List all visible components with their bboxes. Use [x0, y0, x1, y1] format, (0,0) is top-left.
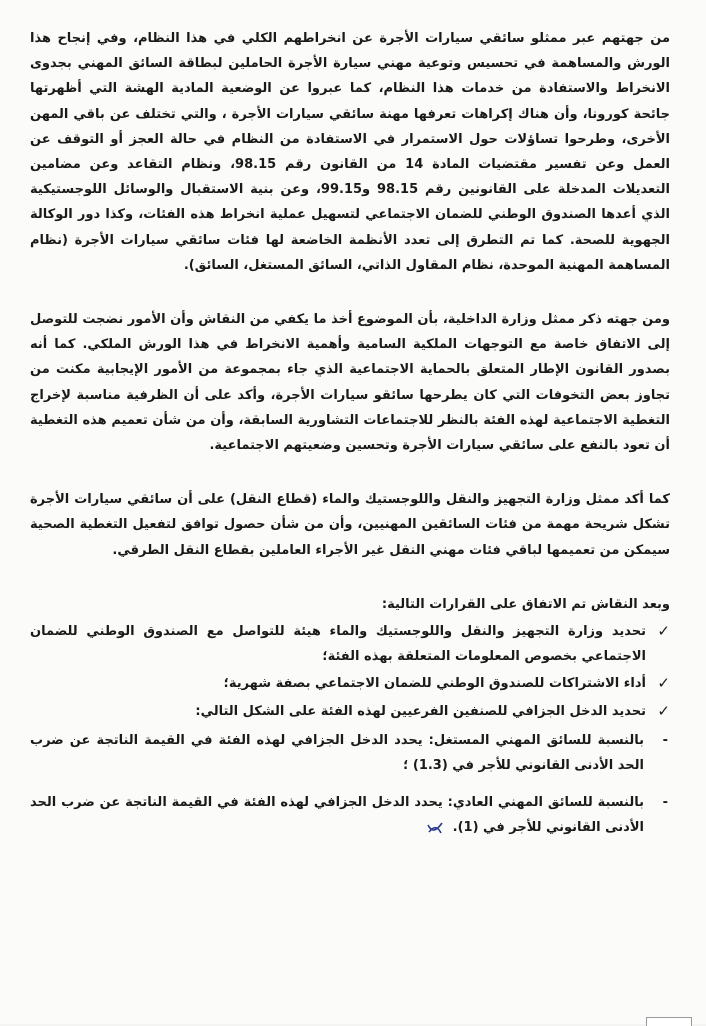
- decision-text: تحديد الدخل الجزافي للصنفين الفرعيين لهذه الفئة على الشكل التالي:: [195, 703, 646, 719]
- decisions-heading: وبعد النقاش تم الاتفاق على القرارات التالية:: [381, 596, 670, 612]
- paragraph-taxi-drivers-representatives: من جهتهم عبر ممثلو سائقي سيارات الأجرة عن انخراطهم الكلي في هذا النظام، وفي إنجاح هذا الورش والمساهمة في تحسيس وتوعية مهني سيارة الأجرة الحاملين لبطاقة السائق المهني بجدوى الانخراط والاستفادة من خدمات هذا النظام، كما عبروا عن الوضعية المادية الهشة التي أظهرتها جائحة كورونا، وأن هناك إكراهات تعرفها مهنة سائقي سيارات الأجرة ، والتي تختلف عن باقي المهن الأخرى، وطرحوا تساؤلات حول الاستمرار في الاستفادة من النظام في حالة العجز أو التوقف عن العمل وعن تفسير مقتضيات المادة 14 من القانون رقم 98.15، ونظام التقاعد وعن مضامين التعديلات المدخلة على القانونين رقم 98.15 و99.15، وعن بنية الاستقبال والوسائل اللوجستيكية الذي أعدها الصندوق الوطني للضمان الاجتماعي لتسهيل عملية انخراط هذه الفئات، وكذا دور الوكالة الجهوية للصحة. كما تم التطرق إلى تعدد الأنظمة الخاضعة لها فئات سائقي سيارات الأجرة (نظام المساهمة المهنية الموحدة، نظام المقاول الذاتي، السائق المستغل، السائق).: [30, 31, 670, 273]
- page-number-box: [646, 1017, 692, 1026]
- check-icon: ✓: [657, 674, 670, 693]
- paragraph-transport-ministry: كما أكد ممثل وزارة التجهيز والنقل واللوجستيك والماء (قطاع النقل) على أن سائقي سيارات الأجرة تشكل شريحة مهمة من فئات السائقين المهنيين، وأن من شأن حصول توافق لتفعيل التغطية الصحية سيمكن من تعميمها لباقي فئات مهني النقل غير الأجراء العاملين بقطاع النقل الطرقي.: [30, 492, 670, 558]
- check-icon: ✓: [657, 701, 670, 720]
- decision-item: [30, 699, 670, 724]
- sub-item-text: بالنسبة للسائق المهني العادي: يحدد الدخل الجزافي لهذه الفئة في القيمة الناتجة عن ضرب الحد الأدنى القانوني للأجر في (1).: [30, 795, 644, 836]
- sub-item: [30, 728, 670, 778]
- decision-text: تحديد وزارة التجهيز والنقل واللوجستيك والماء هيئة للتواصل مع الصندوق الوطني للضمان الاجتماعي بخصوص المعلومات المتعلقة بهذه الفئة؛: [30, 624, 646, 665]
- dash-bullet: -: [662, 795, 668, 811]
- decisions-list: [30, 619, 670, 724]
- decision-item: [30, 619, 670, 669]
- sub-item: [30, 790, 670, 840]
- sub-item-text: بالنسبة للسائق المهني المستغل: يحدد الدخل الجزافي لهذه الفئة في القيمة الناتجة عن ضرب الحد الأدنى القانوني للأجر في (1.3) ؛: [30, 732, 644, 774]
- dash-bullet: -: [662, 732, 668, 748]
- handwritten-mark-icon: [426, 821, 444, 835]
- decision-item: [30, 671, 670, 696]
- decision-text: أداء الاشتراكات للصندوق الوطني للضمان الاجتماعي بصفة شهرية؛: [223, 676, 646, 692]
- document-body: [30, 26, 670, 841]
- paragraph-interior-ministry: ومن جهته ذكر ممثل وزارة الداخلية، بأن الموضوع أخذ ما يكفي من النقاش وأن الأمور نضجت للتوصل إلى الاتفاق خاصة مع التوجهات الملكية السامية وأهمية الانخراط في هذا الورش الملكي. كما أنه بصدور القانون الإطار المتعلق بالحماية الاجتماعية الذي جاء بمجموعة من الأمور الإيجابية مكنت من تجاوز بعض التخوفات التي كان يطرحها سائقو سيارات الأجرة، وأكد على أن الظرفية مناسبة لإخراج التغطية الاجتماعية لهذه الفئة بالنظر للاجتماعات التشاورية السابقة، وأن من شأن تعميم هذه التغطية أن تعود بالنفع على سائقي سيارات الأجرة وتحسين وضعيتهم الاجتماعية.: [30, 312, 670, 454]
- income-sub-items: [30, 728, 670, 841]
- check-icon: ✓: [657, 622, 670, 641]
